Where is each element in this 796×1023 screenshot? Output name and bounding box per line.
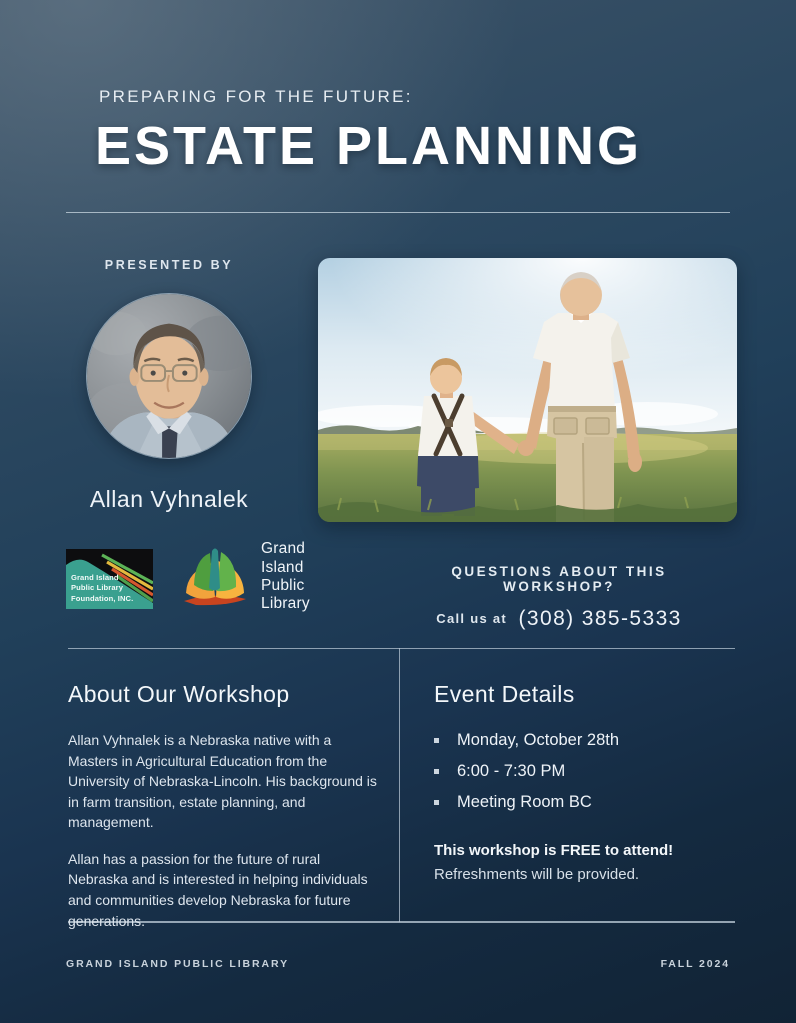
foundation-line1: Grand Island xyxy=(71,573,119,582)
library-logo xyxy=(176,540,348,613)
columns-top-divider xyxy=(68,648,735,649)
square-bullet-icon xyxy=(434,738,439,743)
refreshments-line: Refreshments will be provided. xyxy=(434,866,640,883)
library-book-icon xyxy=(176,544,254,610)
contact-question: QUESTIONS ABOUT THIS WORKSHOP? xyxy=(451,564,667,594)
presenter-portrait-photo xyxy=(86,293,252,459)
event-date: Monday, October 28th xyxy=(457,731,620,749)
event-list xyxy=(434,731,726,812)
foundation-line3: Foundation, INC. xyxy=(71,593,134,603)
header-divider xyxy=(66,212,730,213)
hero-photo xyxy=(318,258,737,522)
presenter-block xyxy=(66,258,272,513)
about-paragraph-2: Allan has a passion for the future of rural Nebraska and is interested in helping individuals and communities develop Nebraska for future generations. xyxy=(68,850,368,929)
about-paragraph-1: Allan Vyhnalek is a Nebraska native with a Masters in Agricultural Education from the University of Nebraska-Lincoln. His background is in farm transition, estate planning, and management. xyxy=(68,732,377,831)
footer-season: FALL 2024 xyxy=(660,958,730,970)
foundation-logo-text xyxy=(71,573,133,604)
library-line1: Grand Island xyxy=(261,540,306,576)
contact-call-line xyxy=(398,607,720,631)
square-bullet-icon xyxy=(434,769,439,774)
presented-by-label: PRESENTED BY xyxy=(104,258,234,272)
event-item-date xyxy=(434,731,726,750)
square-bullet-icon xyxy=(434,800,439,805)
flyer-title: ESTATE PLANNING xyxy=(95,116,643,176)
event-time: 6:00 - 7:30 PM xyxy=(457,762,566,780)
event-heading: Event Details xyxy=(434,681,575,707)
footer-library-name: GRAND ISLAND PUBLIC LIBRARY xyxy=(66,958,289,970)
about-section xyxy=(68,681,380,931)
presenter-portrait-illustration xyxy=(87,294,251,458)
about-heading: About Our Workshop xyxy=(68,681,290,707)
contact-block xyxy=(398,564,720,631)
library-logo-text xyxy=(261,540,348,613)
event-details-section xyxy=(434,681,726,883)
event-item-time xyxy=(434,762,726,781)
free-to-attend-line: This workshop is FREE to attend! xyxy=(434,842,674,859)
foundation-logo xyxy=(66,549,153,609)
footer xyxy=(66,958,730,970)
phone-number: (308) 385-5333 xyxy=(518,607,682,630)
flyer-kicker: PREPARING FOR THE FUTURE: xyxy=(99,87,413,106)
foundation-line2: Public Library xyxy=(71,583,124,593)
event-item-location xyxy=(434,793,726,812)
event-location: Meeting Room BC xyxy=(457,793,592,811)
presenter-name: Allan Vyhnalek xyxy=(89,486,249,512)
library-line2: Public Library xyxy=(261,577,310,613)
columns-vertical-divider xyxy=(399,648,400,922)
call-prefix: Call us at xyxy=(436,611,508,626)
hero-photo-illustration xyxy=(318,258,737,522)
